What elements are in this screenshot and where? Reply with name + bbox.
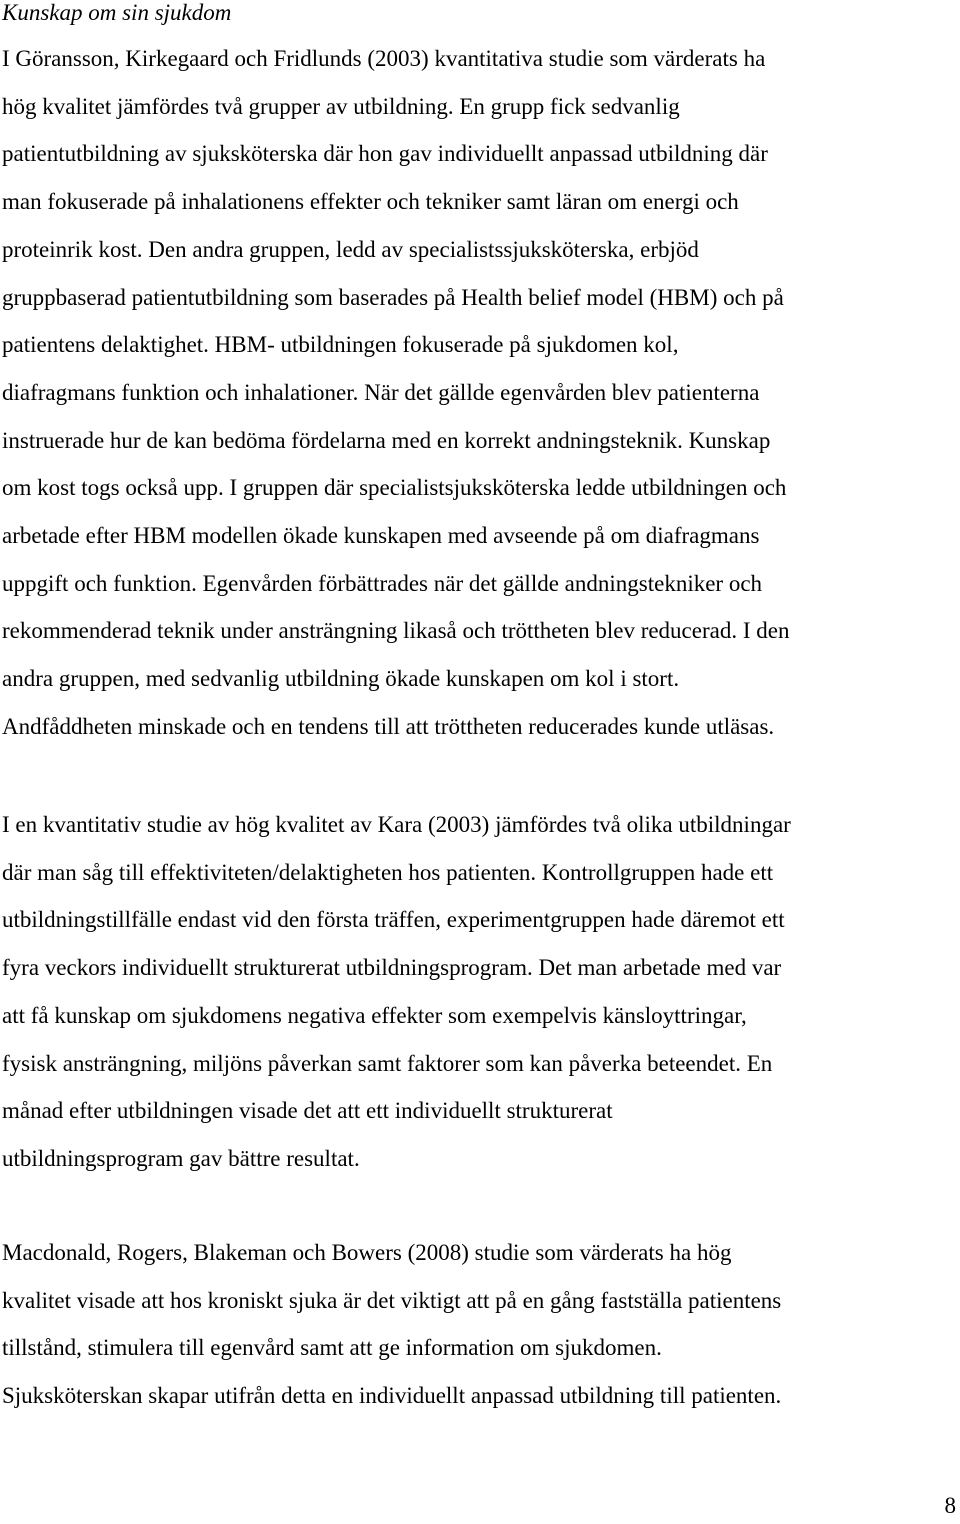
text-line: utbildningsprogram gav bättre resultat. bbox=[2, 1145, 360, 1171]
text-line: där man såg till effektiviteten/delaktigheten hos patienten. Kontrollgruppen hade ett bbox=[2, 859, 774, 885]
paragraph-macdonald-study bbox=[2, 1229, 958, 1420]
text-line: att få kunskap om sjukdomens negativa effekter som exempelvis känsloyttringar, bbox=[2, 1002, 747, 1028]
text-line: proteinrik kost. Den andra gruppen, ledd av specialistssjuksköterska, erbjöd bbox=[2, 236, 699, 262]
text-line: I en kvantitativ studie av hög kvalitet av Kara (2003) jämfördes två olika utbildningar bbox=[2, 812, 791, 837]
text-line: Sjuksköterskan skapar utifrån detta en individuellt anpassad utbildning till patienten. bbox=[2, 1383, 782, 1409]
text-line: tillstånd, stimulera till egenvård samt att ge information om sjukdomen. bbox=[2, 1335, 662, 1361]
text-line: instruerade hur de kan bedöma fördelarna med en korrekt andningsteknik. Kunskap bbox=[2, 427, 771, 453]
text-line: gruppbaserad patientutbildning som baserades på Health belief model (HBM) och på bbox=[2, 284, 784, 310]
text-line: arbetade efter HBM modellen ökade kunskapen med avseende på om diafragmans bbox=[2, 523, 760, 549]
paragraph-goransson-study bbox=[2, 35, 958, 751]
text-line: Andfåddheten minskade och en tendens till att tröttheten reducerades kunde utläsas. bbox=[2, 713, 775, 739]
text-line: andra gruppen, med sedvanlig utbildning ökade kunskapen om kol i stort. bbox=[2, 666, 680, 692]
text-line: om kost togs också upp. I gruppen där specialistsjuksköterska ledde utbildningen och bbox=[2, 475, 787, 501]
text-line: I Göransson, Kirkegaard och Fridlunds (2003) kvantitativa studie som värderats ha bbox=[2, 46, 766, 71]
text-line: uppgift och funktion. Egenvården förbättrades när det gällde andningstekniker och bbox=[2, 570, 763, 596]
text-line: hög kvalitet jämfördes två grupper av utbildning. En grupp fick sedvanlig bbox=[2, 93, 680, 119]
text-line: patientens delaktighet. HBM- utbildningen fokuserade på sjukdomen kol, bbox=[2, 332, 679, 358]
text-line: patientutbildning av sjuksköterska där hon gav individuellt anpassad utbildning där bbox=[2, 141, 768, 167]
text-line: diafragmans funktion och inhalationer. När det gällde egenvården blev patienterna bbox=[2, 379, 760, 405]
text-line: man fokuserade på inhalationens effekter och tekniker samt läran om energi och bbox=[2, 189, 739, 215]
text-line: kvalitet visade att hos kroniskt sjuka är det viktigt att på en gång fastställa patientens bbox=[2, 1287, 782, 1313]
section-heading: Kunskap om sin sjukdom bbox=[2, 0, 232, 25]
paragraph-kara-study bbox=[2, 801, 958, 1183]
text-line: utbildningstillfälle endast vid den första träffen, experimentgruppen hade däremot ett bbox=[2, 907, 785, 933]
text-line: månad efter utbildningen visade det att ett individuellt strukturerat bbox=[2, 1098, 613, 1124]
page-number: 8 bbox=[944, 1493, 956, 1518]
text-line: rekommenderad teknik under ansträngning likaså och tröttheten blev reducerad. I den bbox=[2, 618, 790, 644]
text-line: Macdonald, Rogers, Blakeman och Bowers (2008) studie som värderats ha hög bbox=[2, 1240, 732, 1265]
text-line: fysisk ansträngning, miljöns påverkan samt faktorer som kan påverka beteendet. En bbox=[2, 1050, 773, 1076]
text-line: fyra veckors individuellt strukturerat utbildningsprogram. Det man arbetade med var bbox=[2, 955, 782, 981]
